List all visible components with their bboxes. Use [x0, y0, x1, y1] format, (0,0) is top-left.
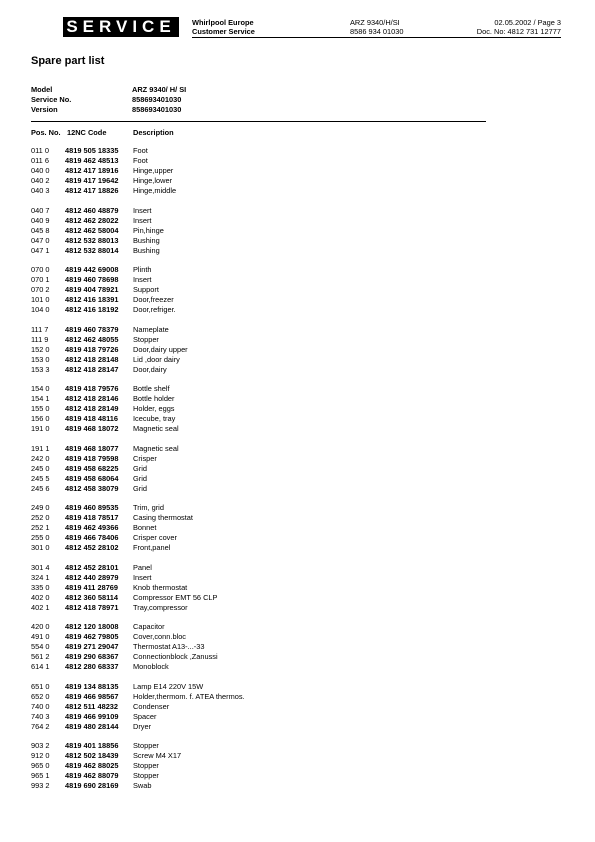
part-code: 4812 416 18391: [65, 295, 119, 304]
part-code: 4819 462 79805: [65, 632, 119, 641]
part-row: [31, 345, 245, 355]
part-position: 152 0: [31, 344, 50, 354]
part-position: 047 0: [31, 235, 50, 245]
part-row: [31, 454, 245, 464]
part-description: Holder, eggs: [133, 404, 175, 413]
part-row: [31, 146, 245, 156]
part-position: 040 3: [31, 186, 50, 195]
table-header: [31, 128, 174, 137]
part-code: 4819 462 88079: [65, 771, 119, 780]
company-department: Customer Service: [192, 27, 255, 36]
part-position: 154 0: [31, 384, 50, 393]
part-code: 4819 458 68064: [65, 473, 119, 483]
part-position: 156 0: [31, 414, 50, 423]
part-row: [31, 722, 245, 732]
part-description: Thermostat A13-...-33: [133, 642, 205, 651]
part-row: [31, 781, 245, 791]
part-position: 040 9: [31, 215, 50, 225]
part-position: 561 2: [31, 652, 50, 661]
part-description: Grid: [133, 473, 147, 483]
part-row: [31, 632, 245, 642]
part-position: 070 1: [31, 275, 50, 284]
part-position: 245 6: [31, 483, 50, 493]
part-description: Compressor EMT 56 CLP: [133, 592, 218, 602]
part-description: Swab: [133, 781, 152, 790]
part-position: 402 1: [31, 602, 50, 612]
part-position: 011 0: [31, 146, 49, 155]
part-row: [31, 156, 245, 166]
part-code: 4819 466 98567: [65, 691, 119, 701]
part-group: [31, 563, 245, 613]
part-row: [31, 285, 245, 295]
part-row: [31, 692, 245, 702]
part-row: [31, 384, 245, 394]
part-row: [31, 523, 245, 533]
part-code: 4812 532 88013: [65, 235, 119, 245]
part-description: Icecube, tray: [133, 414, 176, 423]
part-code: 4812 460 48879: [65, 205, 119, 215]
part-row: [31, 186, 245, 196]
part-code: 4812 418 28147: [65, 364, 119, 374]
part-code: 4819 480 28144: [65, 721, 119, 731]
header-divider: [192, 37, 561, 38]
part-description: Lid ,door dairy: [133, 354, 180, 364]
model-row: [31, 85, 186, 95]
part-code: 4819 460 89535: [65, 503, 119, 512]
part-code: 4819 418 48116: [65, 414, 119, 423]
part-code: 4819 404 78921: [65, 285, 119, 294]
part-code: 4819 290 68367: [65, 652, 119, 661]
part-code: 4812 418 28148: [65, 354, 119, 364]
part-code: 4819 418 79726: [65, 344, 119, 354]
part-row: [31, 593, 245, 603]
model-label: Model: [31, 85, 53, 94]
header-model-number: 8586 934 01030: [350, 27, 404, 36]
header-model: ARZ 9340/H/SI: [350, 18, 400, 27]
part-position: 047 1: [31, 245, 50, 255]
part-position: 651 0: [31, 681, 50, 691]
part-code: 4812 452 28101: [65, 562, 119, 572]
service-label: Service No.: [31, 95, 72, 104]
part-row: [31, 702, 245, 712]
part-position: 242 0: [31, 453, 50, 463]
company-block: [192, 18, 255, 36]
part-code: 4819 466 78406: [65, 533, 119, 542]
model-block: [350, 18, 403, 36]
part-row: [31, 603, 245, 613]
part-position: 101 0: [31, 295, 50, 304]
part-description: Nameplate: [133, 324, 169, 334]
part-position: 111 7: [31, 324, 49, 334]
part-description: Front,panel: [133, 543, 171, 552]
column-pos: Pos. No.: [31, 128, 61, 137]
part-position: 104 0: [31, 305, 50, 314]
part-description: Crisper: [133, 453, 157, 463]
part-row: [31, 176, 245, 186]
part-code: 4819 460 78379: [65, 324, 119, 334]
part-row: [31, 335, 245, 345]
part-description: Bushing: [133, 235, 160, 245]
part-row: [31, 751, 245, 761]
part-code: 4812 502 18439: [65, 751, 119, 760]
part-group: [31, 622, 245, 672]
part-code: 4819 418 79598: [65, 453, 119, 463]
part-description: Door,refriger.: [133, 305, 176, 314]
part-position: 554 0: [31, 642, 50, 651]
service-banner: SERVICE: [63, 17, 179, 37]
part-position: 252 0: [31, 513, 50, 522]
part-code: 4819 442 69008: [65, 265, 119, 274]
page-title: Spare part list: [31, 55, 105, 67]
part-description: Stopper: [133, 761, 159, 770]
part-description: Monoblock: [133, 662, 169, 671]
part-row: [31, 166, 245, 176]
part-group: [31, 206, 245, 256]
part-position: 249 0: [31, 503, 50, 512]
part-row: [31, 295, 245, 305]
part-description: Hinge,upper: [133, 166, 174, 175]
part-position: 191 1: [31, 443, 50, 453]
part-position: 324 1: [31, 572, 50, 582]
part-description: Support: [133, 285, 159, 294]
part-row: [31, 771, 245, 781]
part-code: 4819 462 49366: [65, 523, 119, 532]
part-description: Pin,hinge: [133, 225, 164, 235]
part-description: Bottle holder: [133, 394, 175, 403]
part-code: 4812 440 28979: [65, 572, 119, 582]
part-position: 335 0: [31, 582, 50, 592]
doc-info-block: [477, 18, 561, 36]
part-row: [31, 682, 245, 692]
part-description: Bushing: [133, 245, 160, 255]
part-row: [31, 583, 245, 593]
part-row: [31, 533, 245, 543]
part-description: Insert: [133, 205, 152, 215]
part-description: Insert: [133, 572, 152, 582]
part-description: Condenser: [133, 701, 170, 711]
part-position: 245 0: [31, 463, 50, 473]
version-label: Version: [31, 105, 58, 114]
part-position: 111 9: [31, 334, 49, 344]
column-description: Description: [133, 128, 174, 137]
part-position: 245 5: [31, 473, 50, 483]
part-description: Magnetic seal: [133, 424, 179, 433]
part-code: 4812 360 58114: [65, 592, 119, 602]
part-row: [31, 503, 245, 513]
part-description: Hinge,middle: [133, 186, 177, 195]
part-code: 4819 418 78517: [65, 513, 119, 522]
part-code: 4819 505 18335: [65, 146, 119, 155]
part-group: [31, 384, 245, 434]
model-value: ARZ 9340/ H/ SI: [132, 85, 187, 94]
part-position: 740 0: [31, 701, 50, 711]
part-row: [31, 424, 245, 434]
part-row: [31, 265, 245, 275]
part-row: [31, 206, 245, 216]
part-row: [31, 513, 245, 523]
part-position: 040 2: [31, 176, 50, 185]
part-code: 4812 417 18826: [65, 186, 119, 195]
part-description: Foot: [133, 156, 148, 165]
part-position: 652 0: [31, 691, 50, 701]
part-row: [31, 712, 245, 722]
part-row: [31, 484, 245, 494]
part-description: Cover,conn.bloc: [133, 632, 186, 641]
part-position: 965 0: [31, 761, 50, 770]
part-code: 4819 411 28769: [65, 582, 119, 592]
part-code: 4819 462 88025: [65, 761, 119, 770]
part-code: 4812 417 18916: [65, 166, 119, 175]
part-position: 491 0: [31, 632, 50, 641]
part-description: Bonnet: [133, 523, 157, 532]
part-group: [31, 325, 245, 375]
part-code: 4819 271 29047: [65, 642, 119, 651]
part-row: [31, 394, 245, 404]
part-row: [31, 236, 245, 246]
part-position: 903 2: [31, 741, 50, 750]
part-group: [31, 265, 245, 315]
part-description: Foot: [133, 146, 148, 155]
company-name: Whirlpool Europe: [192, 18, 254, 27]
part-description: Door,dairy upper: [133, 344, 188, 354]
part-position: 040 0: [31, 166, 50, 175]
part-position: 191 0: [31, 424, 50, 433]
part-code: 4819 401 18856: [65, 741, 119, 750]
part-row: [31, 404, 245, 414]
part-code: 4819 468 18077: [65, 443, 119, 453]
part-code: 4812 418 28149: [65, 404, 119, 413]
part-row: [31, 573, 245, 583]
part-description: Lamp E14 220V 15W: [133, 681, 204, 691]
part-description: Panel: [133, 562, 152, 572]
version-value: 858693401030: [132, 105, 182, 114]
part-description: Capacitor: [133, 622, 165, 631]
part-description: Casing thermostat: [133, 513, 193, 522]
part-position: 153 0: [31, 354, 50, 364]
part-row: [31, 474, 245, 484]
part-row: [31, 216, 245, 226]
part-description: Connectionblock ,Zanussi: [133, 652, 218, 661]
part-description: Screw M4 X17: [133, 751, 182, 760]
part-row: [31, 642, 245, 652]
part-code: 4819 418 79576: [65, 384, 119, 393]
part-group: [31, 146, 245, 196]
part-group: [31, 741, 245, 791]
part-description: Trim, grid: [133, 503, 164, 512]
part-position: 011 6: [31, 156, 49, 165]
part-position: 070 0: [31, 265, 50, 274]
part-description: Hinge,lower: [133, 176, 173, 185]
document-number: Doc. No: 4812 731 12777: [476, 27, 561, 36]
part-row: [31, 365, 245, 375]
part-code: 4819 466 99109: [65, 711, 119, 721]
part-row: [31, 414, 245, 424]
part-code: 4812 462 28022: [65, 215, 119, 225]
part-row: [31, 355, 245, 365]
part-position: 301 0: [31, 543, 50, 552]
part-description: Crisper cover: [133, 533, 177, 542]
part-description: Knob thermostat: [133, 582, 188, 592]
part-group: [31, 444, 245, 494]
part-position: 252 1: [31, 523, 50, 532]
part-code: 4812 418 28146: [65, 394, 119, 403]
part-code: 4812 462 48055: [65, 334, 119, 344]
table-divider: [31, 121, 486, 122]
part-position: 155 0: [31, 404, 50, 413]
part-code: 4819 458 68225: [65, 463, 119, 473]
part-description: Plinth: [133, 265, 152, 274]
part-code: 4812 532 88014: [65, 245, 119, 255]
part-row: [31, 444, 245, 454]
part-position: 402 0: [31, 592, 50, 602]
column-code: 12NC Code: [67, 128, 107, 137]
part-row: [31, 563, 245, 573]
part-row: [31, 246, 245, 256]
part-position: 301 4: [31, 562, 50, 572]
part-group: [31, 682, 245, 732]
part-description: Grid: [133, 463, 147, 473]
part-row: [31, 464, 245, 474]
version-row: [31, 105, 186, 115]
parts-list: [31, 146, 245, 801]
part-row: [31, 543, 245, 553]
part-code: 4812 511 48232: [65, 701, 119, 711]
part-code: 4819 690 28169: [65, 781, 119, 790]
date-page: 02.05.2002 / Page 3: [494, 18, 561, 27]
part-code: 4812 416 18192: [65, 305, 119, 314]
part-group: [31, 503, 245, 553]
part-position: 740 3: [31, 711, 50, 721]
part-code: 4812 458 38079: [65, 483, 119, 493]
part-position: 040 7: [31, 205, 50, 215]
part-code: 4812 418 78971: [65, 602, 119, 612]
part-position: 764 2: [31, 721, 50, 731]
part-position: 153 3: [31, 364, 50, 374]
part-code: 4819 417 19642: [65, 176, 119, 185]
service-row: [31, 95, 186, 105]
part-description: Magnetic seal: [133, 443, 179, 453]
part-code: 4819 462 48513: [65, 156, 119, 165]
part-row: [31, 275, 245, 285]
service-value: 858693401030: [132, 95, 182, 104]
part-code: 4812 120 18008: [65, 622, 119, 631]
part-code: 4819 460 78698: [65, 275, 119, 284]
part-description: Insert: [133, 275, 152, 284]
part-description: Holder,thermom. f. ATEA thermos.: [133, 691, 245, 701]
part-description: Insert: [133, 215, 152, 225]
part-description: Tray,compressor: [133, 602, 188, 612]
part-code: 4819 134 88135: [65, 681, 119, 691]
part-row: [31, 761, 245, 771]
part-position: 912 0: [31, 751, 50, 760]
part-position: 070 2: [31, 285, 50, 294]
part-position: 420 0: [31, 622, 50, 631]
part-description: Stopper: [133, 741, 159, 750]
part-description: Grid: [133, 483, 147, 493]
part-position: 154 1: [31, 394, 50, 403]
part-description: Stopper: [133, 334, 159, 344]
part-position: 045 8: [31, 225, 50, 235]
part-row: [31, 622, 245, 632]
part-position: 965 1: [31, 771, 50, 780]
part-row: [31, 226, 245, 236]
part-code: 4812 280 68337: [65, 662, 119, 671]
part-row: [31, 741, 245, 751]
part-row: [31, 305, 245, 315]
part-description: Door,dairy: [133, 364, 167, 374]
part-row: [31, 325, 245, 335]
part-description: Stopper: [133, 771, 159, 780]
part-position: 614 1: [31, 662, 50, 671]
part-position: 993 2: [31, 781, 50, 790]
part-row: [31, 662, 245, 672]
part-code: 4812 452 28102: [65, 543, 119, 552]
part-description: Spacer: [133, 711, 157, 721]
part-description: Dryer: [133, 721, 152, 731]
part-row: [31, 652, 245, 662]
part-description: Bottle shelf: [133, 384, 170, 393]
part-code: 4819 468 18072: [65, 424, 119, 433]
part-description: Door,freezer: [133, 295, 174, 304]
part-code: 4812 462 58004: [65, 225, 119, 235]
part-position: 255 0: [31, 533, 50, 542]
model-info: [31, 85, 186, 115]
